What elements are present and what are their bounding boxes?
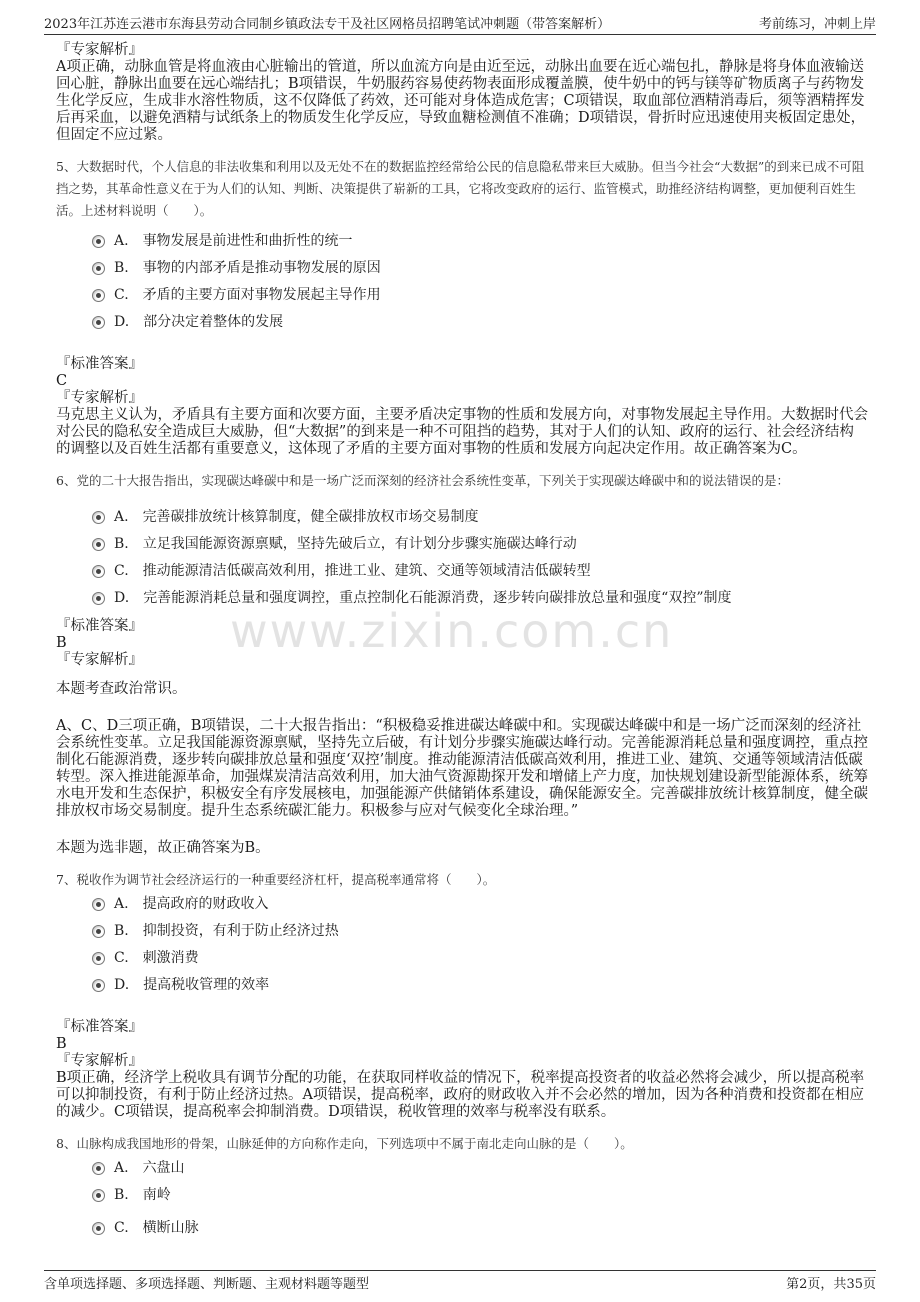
- option-c[interactable]: C. 横断山脉: [56, 1215, 868, 1242]
- answer-value: B: [56, 635, 67, 651]
- radio-icon[interactable]: [92, 235, 105, 248]
- question-7: [56, 869, 868, 1121]
- question-5: [56, 156, 868, 458]
- question-stem: 7、税收作为调节社会经济运行的一种重要经济杠杆，提高税率通常将（ ）。: [56, 872, 496, 887]
- radio-icon[interactable]: [92, 592, 105, 605]
- page-content: [56, 42, 868, 1242]
- question-types-note: 含单项选择题、多项选择题、判断题、主观材料题等题型: [44, 1277, 370, 1292]
- question-stem: 8、山脉构成我国地形的骨架，山脉延伸的方向称作走向，下列选项中不属于南北走向山脉的是（ ）。: [56, 1136, 633, 1151]
- radio-icon[interactable]: [92, 1189, 105, 1202]
- option-b[interactable]: B. 抑制投资，有利于防止经济过热: [56, 918, 868, 945]
- option-b[interactable]: B. 南岭: [56, 1182, 868, 1209]
- option-a[interactable]: A. 事物发展是前进性和曲折性的统一: [56, 228, 868, 255]
- question-stem: 5、大数据时代，个人信息的非法收集和利用以及无处不在的数据监控经常给公民的信息隐私带来巨大威胁。但当今社会“大数据”的到来已成不可阻挡之势，其革命性意义在于为人们的认知、判断、决策提供了崭新的工具，它将改变政府的运行、监管模式，助推经济结构调整，更加便利百姓生活。上述材料说明（ ）。: [56, 159, 865, 218]
- radio-icon[interactable]: [92, 898, 105, 911]
- question-stem: 6、党的二十大报告指出，实现碳达峰碳中和是一场广泛而深刻的经济社会系统性变革，下列关于实现碳达峰碳中和的说法错误的是：: [56, 473, 789, 488]
- q4-analysis: A项正确，动脉血管是将血液由心脏输出的管道，所以血流方向是由近至远，动脉出血要在近心端包扎，静脉是将身体血液输送回心脏，静脉出血要在远心端结扎；B项错误，牛奶服药容易使药物表面形成覆盖膜，使牛奶中的钙与镁等矿物质离子与药物发生化学反应，生成非水溶性物质，这不仅降低了药效，还可能对身体造成危害；C项错误，取血部位酒精消毒后，须等酒精挥发后再采血，以避免酒精与试纸条上的物质发生化学反应，导致血糖检测值不准确；D项错误，骨折时应迅速使用夹板固定患处，但固定不应过紧。: [56, 59, 866, 143]
- option-d[interactable]: D. 部分决定着整体的发展: [56, 309, 868, 336]
- option-a[interactable]: A. 六盘山: [56, 1155, 868, 1182]
- question-8: [56, 1133, 868, 1242]
- option-c[interactable]: C. 刺激消费: [56, 945, 868, 972]
- option-b[interactable]: B. 立足我国能源资源禀赋，坚持先破后立，有计划分步骤实施碳达峰行动: [56, 531, 868, 558]
- option-c[interactable]: C. 矛盾的主要方面对事物发展起主导作用: [56, 282, 868, 309]
- watermark: www.zixin.com.cn: [230, 604, 674, 658]
- option-d[interactable]: D. 提高税收管理的效率: [56, 972, 868, 999]
- question-analysis: B项正确，经济学上税收具有调节分配的功能，在获取同样收益的情况下，税率提高投资者的收益必然将会减少，所以提高税率可以抑制投资，有利于防止经济过热。A项错误，提高税率，政府的财政收入并不会必然的增加，因为各种消费和投资都在相应的减少。C项错误，提高税率会抑制消费。D项错误，税收管理的效率与税率没有联系。: [56, 1070, 865, 1120]
- answer-label: 『标准答案』: [56, 356, 143, 372]
- question-6: [56, 470, 868, 857]
- question-analysis: 马克思主义认为，矛盾具有主要方面和次要方面，主要矛盾决定事物的性质和发展方向，对事物发展起主导作用。大数据时代会对公民的隐私安全造成巨大威胁，但“大数据”的到来是一种不可阻挡的趋势，其对于人们的认知、政府的运行、社会经济结构的调整以及百姓生活都有重要意义，这体现了矛盾的主要方面对事物的性质和发展方向起决定作用。故正确答案为C。: [56, 407, 868, 457]
- radio-icon[interactable]: [92, 316, 105, 329]
- analysis-label: 『专家解析』: [56, 42, 143, 58]
- analysis-label: 『专家解析』: [56, 652, 143, 668]
- header-slogan: 考前练习，冲刺上岸: [758, 17, 876, 32]
- question-analysis: A、C、D三项正确，B项错误，二十大报告指出：“积极稳妥推进碳达峰碳中和。实现碳达峰碳中和是一场广泛而深刻的经济社会系统性变革。立足我国能源资源禀赋，坚持先立后破，有计划分步骤实施碳达峰行动。完善能源消耗总量和强度调控，重点控制化石能源消费，逐步转向碳排放总量和强度‘双控’制度。推动能源清洁低碳高效利用，推进工业、建筑、交通等领域清洁低碳转型。深入推进能源革命，加强煤炭清洁高效利用，加大油气资源勘探开发和增储上产力度，加快规划建设新型能源体系，统筹水电开发和生态保护，积极安全有序发展核电，加强能源产供储销体系建设，确保能源安全。完善碳排放统计核算制度，健全碳排放权市场交易制度。提升生态系统碳汇能力。积极参与应对气候变化全球治理。”: [56, 718, 868, 819]
- option-a[interactable]: A. 完善碳排放统计核算制度，健全碳排放权市场交易制度: [56, 504, 868, 531]
- page-footer: [44, 1270, 876, 1293]
- radio-icon[interactable]: [92, 952, 105, 965]
- option-c[interactable]: C. 推动能源清洁低碳高效利用，推进工业、建筑、交通等领域清洁低碳转型: [56, 558, 868, 585]
- page-total: 35: [846, 1277, 863, 1292]
- analysis-conclusion: 本题为选非题，故正确答案为B。: [56, 840, 270, 856]
- radio-icon[interactable]: [92, 1222, 105, 1235]
- radio-icon[interactable]: [92, 925, 105, 938]
- answer-value: C: [56, 373, 68, 389]
- analysis-label: 『专家解析』: [56, 390, 143, 406]
- page-indicator: 第2页，共35页: [786, 1277, 876, 1292]
- radio-icon[interactable]: [92, 511, 105, 524]
- answer-label: 『标准答案』: [56, 618, 143, 634]
- radio-icon[interactable]: [92, 289, 105, 302]
- option-d[interactable]: D. 完善能源消耗总量和强度调控，重点控制化石能源消费，逐步转向碳排放总量和强度“双控”制度: [56, 585, 868, 612]
- option-a[interactable]: A. 提高政府的财政收入: [56, 891, 868, 918]
- radio-icon[interactable]: [92, 262, 105, 275]
- radio-icon[interactable]: [92, 538, 105, 551]
- option-b[interactable]: B. 事物的内部矛盾是推动事物发展的原因: [56, 255, 868, 282]
- document-title: 2023年江苏连云港市东海县劳动合同制乡镇政法专干及社区网格员招聘笔试冲刺题（带答案解析）: [44, 17, 611, 32]
- answer-label: 『标准答案』: [56, 1019, 143, 1035]
- radio-icon[interactable]: [92, 1162, 105, 1175]
- analysis-label: 『专家解析』: [56, 1053, 143, 1069]
- radio-icon[interactable]: [92, 979, 105, 992]
- radio-icon[interactable]: [92, 565, 105, 578]
- page-header: [44, 10, 876, 35]
- analysis-intro: 本题考查政治常识。: [56, 681, 187, 697]
- answer-value: B: [56, 1036, 67, 1052]
- page-current: 2: [799, 1277, 808, 1292]
